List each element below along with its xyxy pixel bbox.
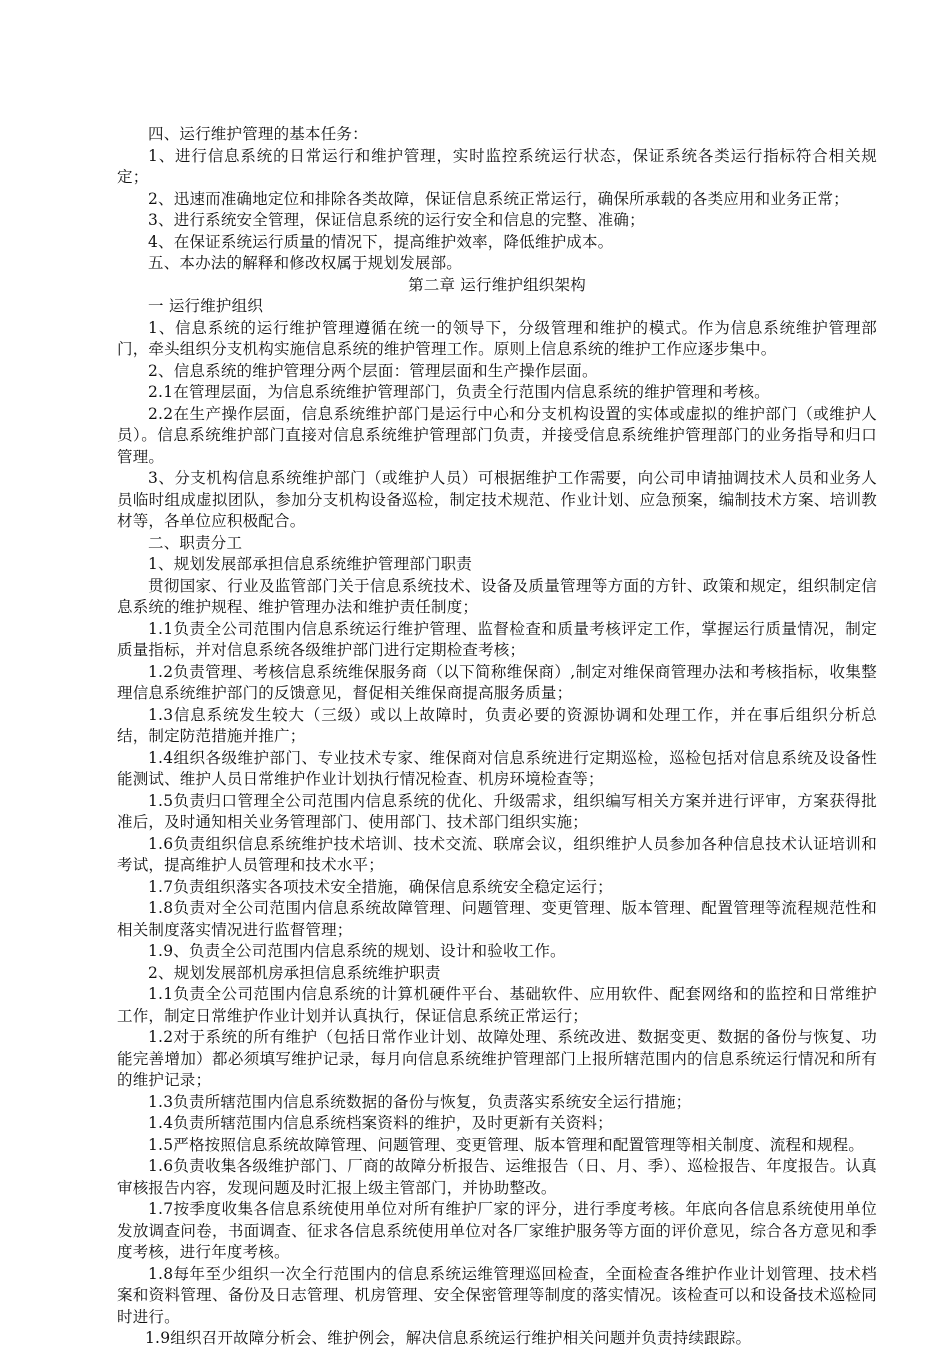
paragraph: 1.1负责全公司范围内信息系统运行维护管理、监督检查和质量考核评定工作，掌握运行质量情况，制定质量指标，并对信息系统各级维护部门进行定期检查考核；: [117, 619, 877, 659]
paragraph: 1.6负责收集各级维护部门、厂商的故障分析报告、运维报告（日、月、季）、巡检报告、年度报告。认真审核报告内容，发现问题及时汇报上级主管部门，并协助整改。: [117, 1157, 877, 1197]
section-heading-5: 五、本办法的解释和修改权属于规划发展部。: [148, 254, 463, 272]
paragraph: 1.5严格按照信息系统故障管理、问题管理、变更管理、版本管理和配置管理等相关制度、流程和规程。: [148, 1135, 865, 1154]
paragraph: 1.2负责管理、考核信息系统维保服务商（以下简称维保商）,制定对维保商管理办法和考核指标，收集整理信息系统维护部门的反馈意见，督促相关维保商提高服务质量；: [117, 662, 877, 702]
paragraph: 1.1负责全公司范围内信息系统的计算机硬件平台、基础软件、应用软件、配套网络和的监控和日常维护工作，制定日常维护作业计划并认真执行，保证信息系统正常运行；: [117, 985, 877, 1025]
chapter-title: 第二章 运行维护组织架构: [408, 275, 586, 294]
paragraph: 1.6负责组织信息系统维护技术培训、技术交流、联席会议，组织维护人员参加各种信息技术认证培训和考试，提高维护人员管理和技术水平；: [117, 834, 877, 874]
paragraph: 1.3负责所辖范围内信息系统数据的备份与恢复，负责落实系统安全运行措施；: [148, 1092, 692, 1111]
paragraph: 1、进行信息系统的日常运行和维护管理，实时监控系统运行状态，保证系统各类运行指标符合相关规定；: [117, 146, 877, 186]
subsection-heading: 二、职责分工: [148, 533, 243, 552]
paragraph: 1.4负责所辖范围内信息系统档案资料的维护，及时更新有关资料；: [148, 1114, 613, 1132]
paragraph: 3、分支机构信息系统维护部门（或维护人员）可根据维护工作需要，向公司申请抽调技术人员和业务人员临时组成虚拟团队，参加分支机构设备巡检，制定技术规范、作业计划、应急预案，编制技术方案、培训教材等，各单位应积极配合。: [117, 469, 877, 530]
paragraph: 2.1在管理层面，为信息系统维护管理部门，负责全行范围内信息系统的维护管理和考核。: [148, 383, 770, 401]
paragraph: 1.3信息系统发生较大（三级）或以上故障时，负责必要的资源协调和处理工作，并在事后组织分析总结，制定防范措施并推广；: [117, 705, 877, 745]
paragraph: 2、规划发展部机房承担信息系统维护职责: [148, 963, 441, 982]
paragraph: 3、进行系统安全管理，保证信息系统的运行安全和信息的完整、准确；: [148, 211, 645, 229]
paragraph: 1.9、负责全公司范围内信息系统的规划、设计和验收工作。: [148, 942, 566, 960]
paragraph: 1.5负责归口管理全公司范围内信息系统的优化、升级需求，组织编写相关方案并进行评审，方案获得批准后，及时通知相关业务管理部门、使用部门、技术部门组织实施；: [117, 791, 877, 831]
paragraph: 1.7负责组织落实各项技术安全措施，确保信息系统安全稳定运行；: [148, 877, 613, 896]
document-body: [117, 124, 877, 1350]
paragraph: 1.8每年至少组织一次全行范围内的信息系统运维管理巡回检查，全面检查各维护作业计划管理、技术档案和资料管理、备份及日志管理、机房管理、安全保密管理等制度的落实情况。该检查可以和设备技术巡检同时进行。: [117, 1264, 877, 1326]
paragraph: 4、在保证系统运行质量的情况下，提高维护效率，降低维护成本。: [148, 232, 614, 251]
paragraph: 1.2对于系统的所有维护（包括日常作业计划、故障处理、系统改进、数据变更、数据的备份与恢复、功能完善增加）都必须填写维护记录，每月向信息系统维护管理部门上报所辖范围内的信息系统运行情况和所有的维护记录；: [117, 1028, 877, 1089]
paragraph: 1、信息系统的运行维护管理遵循在统一的领导下，分级管理和维护的模式。作为信息系统维护管理部门，牵头组织分支机构实施信息系统的维护管理工作。原则上信息系统的维护工作应逐步集中。: [117, 318, 877, 358]
paragraph: 1.7按季度收集各信息系统使用单位对所有维护厂家的评分，进行季度考核。年底向各信息系统使用单位发放调查问卷，书面调查、征求各信息系统使用单位对各厂家维护服务等方面的评价意见，综合各方意见和季度考核，进行年度考核。: [117, 1200, 877, 1261]
paragraph: 贯彻国家、行业及监管部门关于信息系统技术、设备及质量管理等方面的方针、政策和规定，组织制定信息系统的维护规程、维护管理办法和维护责任制度；: [117, 576, 877, 616]
paragraph: 1.9组织召开故障分析会、维护例会，解决信息系统运行维护相关问题并负责持续跟踪。: [145, 1329, 752, 1347]
paragraph: 1、规划发展部承担信息系统维护管理部门职责: [148, 555, 473, 573]
paragraph: 2、迅速而准确地定位和排除各类故障，保证信息系统正常运行，确保所承载的各类应用和业务正常；: [148, 189, 849, 208]
paragraph: 1.8负责对全公司范围内信息系统故障管理、问题管理、变更管理、版本管理、配置管理等流程规范性和相关制度落实情况进行监督管理；: [117, 899, 877, 939]
subsection-heading: 一 运行维护组织: [148, 297, 264, 315]
paragraph: 1.4组织各级维护部门、专业技术专家、维保商对信息系统进行定期巡检，巡检包括对信息系统及设备性能测试、维护人员日常维护作业计划执行情况检查、机房环境检查等；: [117, 748, 877, 788]
paragraph: 2.2在生产操作层面，信息系统维护部门是运行中心和分支机构设置的实体或虚拟的维护部门（或维护人员）。信息系统维护部门直接对信息系统维护管理部门负责，并接受信息系统维护管理部门的业务指导和归口管理。: [117, 404, 877, 466]
section-heading-4: 四、运行维护管理的基本任务：: [148, 125, 368, 143]
paragraph: 2、信息系统的维护管理分两个层面：管理层面和生产操作层面。: [148, 361, 598, 380]
